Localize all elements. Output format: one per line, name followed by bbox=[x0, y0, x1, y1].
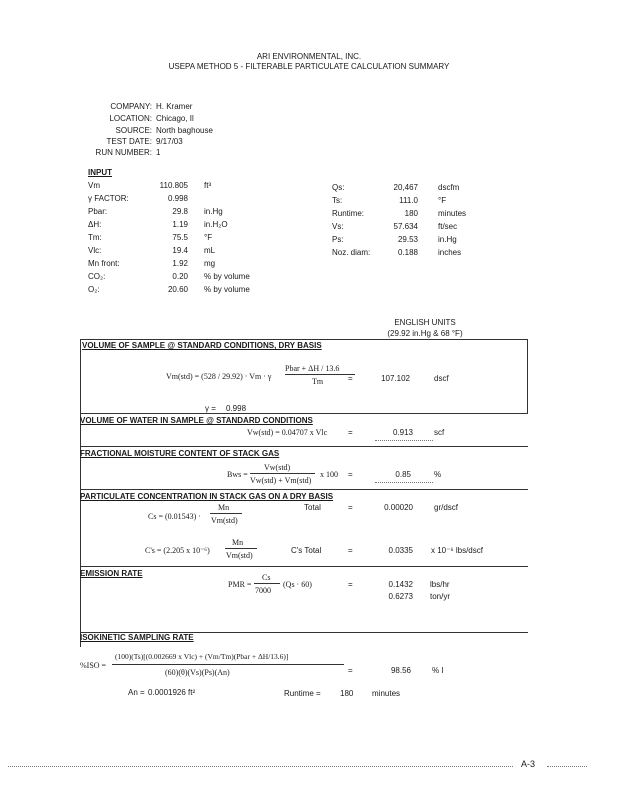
isokinetic-equals: = bbox=[348, 666, 353, 675]
runtime-label: Runtime = bbox=[284, 689, 321, 698]
section-divider bbox=[80, 489, 528, 490]
input-left-unit: °F bbox=[204, 233, 213, 242]
input-left-value: 19.4 bbox=[172, 246, 188, 255]
input-left-unit: in.H₂O bbox=[204, 220, 228, 229]
water-unit: scf bbox=[434, 428, 445, 437]
input-right-value: 111.0 bbox=[399, 196, 418, 205]
emission-section-title: EMISSION RATE bbox=[80, 569, 143, 578]
input-right-value: 29.53 bbox=[397, 235, 418, 244]
water-section-title: VOLUME OF WATER IN SAMPLE @ STANDARD CONDITIONS bbox=[80, 416, 313, 425]
volume-result: 107.102 bbox=[381, 374, 410, 383]
run-number-label: RUN NUMBER: bbox=[95, 148, 152, 157]
input-left-label: γ FACTOR: bbox=[88, 194, 129, 203]
dotted-separator bbox=[375, 440, 433, 441]
input-right-unit: dscfm bbox=[438, 183, 460, 192]
input-left-value: 20.60 bbox=[167, 285, 188, 294]
volume-formula-left: Vm(std) = (528 / 29.92) · Vm · γ bbox=[166, 372, 272, 381]
runtime-value: 180 bbox=[340, 689, 354, 698]
emission-formula-right: (Qs · 60) bbox=[283, 580, 312, 589]
water-equals: = bbox=[348, 428, 353, 437]
particulate-equals-2: = bbox=[348, 546, 353, 555]
input-left-unit: in.Hg bbox=[204, 207, 223, 216]
source-label: SOURCE: bbox=[115, 126, 152, 135]
moisture-formula-right: x 100 bbox=[320, 470, 338, 479]
page-number: A-3 bbox=[521, 759, 536, 769]
moisture-result: 0.85 bbox=[395, 470, 411, 479]
emission-result-2: 0.6273 bbox=[388, 592, 413, 601]
input-right-label: Runtime: bbox=[332, 209, 365, 218]
particulate-formula1-denominator: Vm(std) bbox=[211, 516, 238, 525]
footer-dotted-rule bbox=[8, 766, 513, 767]
nozzle-area-label: An = bbox=[128, 688, 145, 697]
particulate-result-1: 0.00020 bbox=[384, 503, 413, 512]
moisture-formula-numerator: Vw(std) bbox=[264, 463, 291, 472]
volume-formula-denominator: Tm bbox=[312, 377, 324, 386]
emission-equals: = bbox=[348, 580, 353, 589]
isokinetic-result: 98.56 bbox=[390, 666, 411, 675]
input-left-label: Vlc: bbox=[88, 246, 102, 255]
input-right-label: Vs: bbox=[332, 222, 344, 231]
units-heading: ENGLISH UNITS bbox=[394, 318, 456, 327]
moisture-section-title: FRACTIONAL MOISTURE CONTENT OF STACK GAS bbox=[80, 449, 280, 458]
particulate-result-2: 0.0335 bbox=[388, 546, 413, 555]
company-label: COMPANY: bbox=[110, 102, 152, 111]
isokinetic-formula-left: %ISO = bbox=[80, 661, 107, 670]
input-left-unit: mL bbox=[204, 246, 216, 255]
input-left-value: 1.92 bbox=[172, 259, 188, 268]
input-right-unit: ft/sec bbox=[438, 222, 458, 231]
frame-right-border bbox=[527, 339, 528, 413]
input-right-label: Noz. diam: bbox=[332, 248, 371, 257]
emission-result-1: 0.1432 bbox=[388, 580, 413, 589]
input-left-value: 1.19 bbox=[172, 220, 188, 229]
input-left-unit: ft³ bbox=[204, 181, 212, 190]
input-left-value: 75.5 bbox=[172, 233, 188, 242]
dotted-separator bbox=[375, 482, 433, 483]
volume-formula-right: Pbar + ΔH / 13.6 bbox=[285, 364, 340, 373]
moisture-fraction-bar bbox=[250, 473, 315, 474]
moisture-unit: % bbox=[434, 470, 442, 479]
emission-formula-left: PMR = bbox=[228, 580, 252, 589]
test-date-label: TEST DATE: bbox=[106, 137, 152, 146]
input-heading: INPUT bbox=[88, 168, 112, 177]
location-value: Chicago, Il bbox=[156, 114, 194, 123]
isokinetic-fraction-bar bbox=[112, 664, 344, 665]
isokinetic-section-title: ISOKINETIC SAMPLING RATE bbox=[80, 633, 194, 642]
input-right-unit: °F bbox=[438, 196, 447, 205]
volume-gamma-value: 0.998 bbox=[226, 404, 247, 413]
volume-equals: = bbox=[348, 374, 353, 383]
moisture-formula-left: Bws = bbox=[227, 470, 248, 479]
input-right-label: Ts: bbox=[332, 196, 343, 205]
isokinetic-formula-numerator: (100)(Ts)[(0.002669 x Vlc) + (Vm/Tm)(Pbar + ΔH/13.6)] bbox=[115, 652, 289, 661]
run-number-value: 1 bbox=[156, 148, 161, 157]
moisture-equals: = bbox=[348, 470, 353, 479]
volume-gamma-label: γ = bbox=[205, 404, 216, 413]
particulate-total-label: Total bbox=[304, 503, 321, 512]
input-left-label: Pbar: bbox=[88, 207, 108, 216]
input-right-value: 57.634 bbox=[393, 222, 418, 231]
particulate-fraction-bar bbox=[225, 548, 257, 549]
water-formula: Vw(std) = 0.04707 x Vlc bbox=[247, 428, 328, 437]
emission-formula-denominator: 7000 bbox=[255, 586, 271, 595]
particulate-formula2-denominator: Vm(std) bbox=[226, 551, 253, 560]
location-label: LOCATION: bbox=[109, 114, 152, 123]
emission-unit-2: ton/yr bbox=[430, 592, 451, 601]
isokinetic-unit: % I bbox=[432, 666, 444, 675]
volume-section-title: VOLUME OF SAMPLE @ STANDARD CONDITIONS, DRY BASIS bbox=[82, 341, 322, 350]
volume-fraction-bar bbox=[285, 374, 355, 375]
particulate-fraction-bar bbox=[210, 513, 242, 514]
section-divider bbox=[80, 566, 528, 567]
particulate-unit-2: x 10⁻⁶ lbs/dscf bbox=[431, 546, 483, 555]
units-subheading: (29.92 in.Hg & 68 °F) bbox=[387, 329, 463, 338]
input-left-value: 29.8 bbox=[172, 207, 188, 216]
section-divider bbox=[80, 339, 528, 340]
input-left-unit: % by volume bbox=[204, 272, 250, 281]
input-left-value: 0.20 bbox=[172, 272, 188, 281]
particulate-equals-1: = bbox=[348, 503, 353, 512]
input-right-value: 180 bbox=[404, 209, 418, 218]
runtime-unit: minutes bbox=[372, 689, 401, 698]
particulate-formula2-left: C's = (2.205 x 10⁻⁶) bbox=[145, 546, 210, 555]
report-title: USEPA METHOD 5 - FILTERABLE PARTICULATE CALCULATION SUMMARY bbox=[168, 62, 450, 71]
input-right-unit: minutes bbox=[438, 209, 467, 218]
particulate-formula2-numerator: Mn bbox=[232, 538, 244, 547]
input-left-label: Vm bbox=[88, 181, 100, 190]
water-result: 0.913 bbox=[392, 428, 413, 437]
input-right-label: Ps: bbox=[332, 235, 344, 244]
input-left-label: O₂: bbox=[88, 285, 100, 294]
input-left-label: Mn front: bbox=[88, 259, 120, 268]
particulate-cs-total-label: C's Total bbox=[291, 546, 322, 555]
section-divider bbox=[80, 413, 528, 414]
footer-dotted-rule bbox=[547, 766, 587, 767]
particulate-formula1-left: Cs = (0.01543) · bbox=[148, 512, 201, 521]
emission-fraction-bar bbox=[254, 583, 280, 584]
test-date-value: 9/17/03 bbox=[156, 137, 183, 146]
particulate-formula1-numerator: Mn bbox=[218, 503, 230, 512]
particulate-section-title: PARTICULATE CONCENTRATION IN STACK GAS ON A DRY BASIS bbox=[80, 492, 334, 501]
input-right-value: 20,467 bbox=[393, 183, 418, 192]
company-value: H. Kramer bbox=[156, 102, 193, 111]
volume-unit: dscf bbox=[434, 374, 449, 383]
emission-unit-1: lbs/hr bbox=[430, 580, 450, 589]
input-left-value: 110.805 bbox=[159, 181, 188, 190]
input-right-label: Qs: bbox=[332, 183, 345, 192]
particulate-unit-1: gr/dscf bbox=[434, 503, 459, 512]
input-left-label: CO₂: bbox=[88, 272, 106, 281]
source-value: North baghouse bbox=[156, 126, 213, 135]
input-left-label: ΔH: bbox=[88, 220, 102, 229]
input-left-label: Tm: bbox=[88, 233, 102, 242]
section-divider bbox=[80, 446, 528, 447]
input-left-unit: % by volume bbox=[204, 285, 250, 294]
input-right-unit: inches bbox=[438, 248, 462, 257]
input-left-value: 0.998 bbox=[167, 194, 188, 203]
input-right-unit: in.Hg bbox=[438, 235, 457, 244]
moisture-formula-denominator: Vw(std) + Vm(std) bbox=[250, 476, 312, 485]
company-header: ARI ENVIRONMENTAL, INC. bbox=[256, 52, 362, 61]
input-right-value: 0.188 bbox=[397, 248, 418, 257]
input-left-unit: mg bbox=[204, 259, 216, 268]
emission-formula-numerator: Cs bbox=[262, 573, 271, 582]
isokinetic-formula-denominator: (60)(θ)(Vs)(Ps)(An) bbox=[165, 668, 230, 677]
nozzle-area-value: 0.0001926 ft² bbox=[148, 688, 196, 697]
